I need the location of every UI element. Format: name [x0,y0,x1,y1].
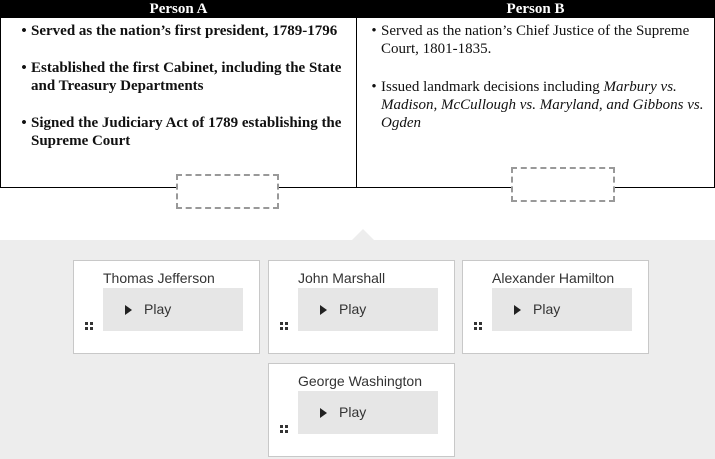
list-item: • Served as the nation’s first president, 1789-1796 [21,23,338,39]
card-name: Thomas Jefferson [103,270,215,286]
play-icon [514,305,521,315]
play-icon [320,305,327,315]
list-item: • Issued landmark decisions including Marbury vs. Madison, McCullough vs. Maryland, and Gibbons vs. Ogden [371,79,704,131]
drag-handle-icon[interactable] [280,322,290,332]
draggable-card-thomas-jefferson[interactable] [73,260,260,354]
list-item: • Served as the nation’s Chief Justice of the Supreme Court, 1801-1835. [371,23,690,57]
drop-target-person-a[interactable] [176,174,279,209]
list-item: • Established the first Cabinet, including the State and Treasury Departments [21,60,342,94]
comparison-table [0,0,715,188]
play-icon [125,305,132,315]
play-button[interactable]: Play [103,288,243,331]
landmark-cases: Marbury vs. Madison, McCullough vs. Maryland, and Gibbons vs. Ogden [381,79,704,131]
drop-target-person-b[interactable] [511,167,615,202]
person-b-header: Person B [357,0,714,18]
drag-handle-icon[interactable] [280,425,290,435]
person-a-column [0,0,357,188]
card-name: John Marshall [298,270,386,286]
person-b-column [356,0,715,188]
draggable-card-george-washington[interactable] [268,363,455,457]
person-a-list [1,18,356,150]
drag-handle-icon[interactable] [85,322,95,332]
draggable-card-alexander-hamilton[interactable] [462,260,649,354]
play-button[interactable]: Play [492,288,632,331]
card-name: Alexander Hamilton [492,270,615,286]
drag-handle-icon[interactable] [474,322,484,332]
play-icon [320,408,327,418]
pool-pointer [352,229,374,240]
draggable-card-john-marshall[interactable] [268,260,455,354]
play-button[interactable]: Play [298,288,438,331]
person-b-list [357,18,714,132]
play-button[interactable]: Play [298,391,438,434]
list-item: • Signed the Judiciary Act of 1789 establishing the Supreme Court [21,115,342,149]
card-name: George Washington [298,373,422,389]
person-a-header: Person A [1,0,356,18]
